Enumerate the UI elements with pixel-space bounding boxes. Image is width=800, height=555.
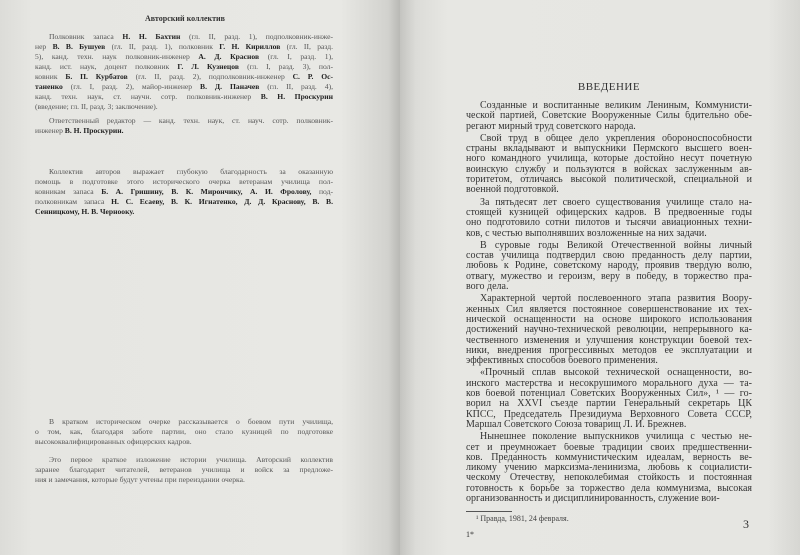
text-line [466, 229, 752, 239]
text-line [466, 208, 752, 218]
text-line [35, 32, 333, 42]
text-segment: (гл. II, разд. 1), подполковник-инже- [180, 32, 333, 41]
text-line [35, 177, 333, 187]
text-segment: Полковник запаса [49, 32, 123, 41]
name-bold: В. Н. Проскурин [260, 92, 333, 101]
text-segment: воинскую службу и пользуются в войсках заслуженным ав- [466, 164, 752, 175]
name-bold: таненко [35, 82, 63, 91]
text-line [466, 463, 752, 473]
text-segment: нической оснащенности на основе широкого использования [466, 314, 752, 325]
authors-heading: Авторский коллектив [145, 14, 225, 23]
text-segment: ческой партией, Советские Вооруженные Силы бдительно обе- [466, 111, 752, 122]
text-line [466, 272, 752, 282]
body-paragraph [466, 432, 752, 504]
text-segment: Свой труд в общее дело укрепления обороноспособности [480, 133, 752, 144]
editor-paragraph [35, 116, 333, 136]
text-line [35, 475, 333, 485]
text-segment: ков боевой потенциал Советских Вооруженных Сил», ¹ — го- [466, 389, 752, 400]
text-segment: (гл. II, разд. 1), полковник [105, 42, 220, 51]
text-segment: высококвалифицированных офицерских кадров. [35, 437, 192, 446]
text-segment: чественного изменения и улучшения конструкции боевой тех- [466, 335, 752, 346]
text-line [35, 427, 333, 437]
text-line [35, 42, 333, 52]
text-segment: достижений научно-технической революции, непрерывного ка- [466, 325, 752, 336]
text-segment: Маршал Советского Союза товарищ Л. И. Брежнев. [466, 419, 687, 430]
name-bold: Н. Н. Бахтин [122, 32, 181, 41]
name-bold: Н. С. Есаеву, В. К. Игнатенко, Д. Д. Краснову, В. В. [111, 197, 333, 206]
text-segment: (введение; гл. II, разд. 3; заключение). [35, 102, 158, 111]
text-segment: ковник [35, 72, 66, 81]
name-bold: А. Д. Краснов [198, 52, 260, 61]
text-segment: канд. ист. наук, доцент полковник [35, 62, 178, 71]
name-bold: В. Н. Проскурин. [64, 126, 124, 135]
text-segment: 5), канд. техн. наук полковник-инженер [35, 52, 199, 61]
text-segment: регают мирный труд советского народа. [466, 121, 636, 132]
text-segment: (гл. II, разд. 2), подполковник-инженер [127, 72, 293, 81]
text-line [466, 198, 752, 208]
text-segment: «Прочный сплав высокой технической оснащенности, во- [480, 368, 752, 379]
text-line [466, 432, 752, 442]
name-bold: С. Р. Ос- [292, 72, 333, 81]
text-line [35, 455, 333, 465]
body-paragraph [466, 101, 752, 132]
text-line [466, 241, 752, 251]
text-segment: Характерной чертой послевоенного этапа развития Воору- [480, 294, 752, 305]
text-segment: под- [311, 187, 333, 196]
name-bold: В. В. Бушуев [52, 42, 106, 51]
text-line [466, 484, 752, 494]
text-line [466, 175, 752, 185]
text-segment: отвагу, мужество и героизм, веру в победу, в торжество пра- [466, 271, 752, 282]
text-line [35, 465, 333, 475]
body-paragraph [466, 198, 752, 239]
text-line [466, 101, 752, 111]
text-segment: полковникам запаса [35, 197, 112, 206]
text-segment: вого дела. [466, 282, 509, 293]
text-segment: военной подготовкой. [466, 185, 559, 196]
text-segment: любовь к Родине, советскому народу, проявив твердую волю, [466, 261, 752, 272]
text-line [35, 82, 333, 92]
name-bold: В. Д. Паначев [200, 82, 260, 91]
text-line [466, 379, 752, 389]
text-line [35, 167, 333, 177]
introduction-body [466, 101, 752, 506]
text-line [466, 305, 752, 315]
text-segment: (гл. I, разд. 3), пол- [238, 62, 333, 71]
text-segment: сет и преумножает боевые традиции своих предшественни- [466, 442, 752, 453]
text-segment: организованность и дисциплинированность, служение вои- [466, 493, 720, 504]
text-line [35, 102, 333, 112]
text-segment: ния и замечания, которые будут учтены при переиздании очерка. [35, 475, 245, 484]
text-segment: ворил на XXVI съезде партии Генеральный секретарь ЦК [466, 399, 752, 410]
text-line [466, 122, 752, 132]
text-line [466, 144, 752, 154]
text-line [466, 420, 752, 430]
text-segment: оно подготовило сотни пилотов и тысячи авиационных техни- [466, 218, 752, 229]
text-line [466, 325, 752, 335]
introduction-heading: ВВЕДЕНИЕ [577, 81, 641, 93]
text-segment: ков. Преданность коммунистическим идеалам, верность ве- [466, 452, 752, 463]
text-segment: готовность к борьбе за торжество дела коммунизма, высокая [466, 483, 752, 494]
text-line [35, 437, 333, 447]
text-line [466, 315, 752, 325]
quote-paragraph [466, 368, 752, 430]
text-segment: ковникам запаса [35, 187, 102, 196]
text-line [466, 356, 752, 366]
text-line [466, 368, 752, 378]
signature-mark: 1* [466, 530, 474, 539]
text-segment: канд. техн. наук, ст. научн. сотр. полковник-инженер [35, 92, 261, 101]
text-line [466, 154, 752, 164]
text-line [466, 346, 752, 356]
text-segment: В суровые годы Великой Отечественной войны личный [480, 240, 752, 251]
text-line [466, 443, 752, 453]
text-segment: (гл. II, разд. 4), [259, 82, 333, 91]
text-segment: За пятьдесят лет своего существования училище стало на- [480, 197, 752, 208]
text-line [466, 134, 752, 144]
text-line [466, 389, 752, 399]
text-line [466, 251, 752, 261]
text-segment: торитетом, отличаясь высокой политической, специальной и [466, 175, 752, 186]
text-line [466, 473, 752, 483]
text-segment: нер [35, 42, 53, 51]
text-line [35, 126, 333, 136]
text-segment: Ответственный редактор — канд. техн. наук, ст. науч. сотр. полковник- [49, 116, 333, 125]
text-segment: инженер [35, 126, 65, 135]
authors-paragraph [35, 32, 333, 112]
name-bold: Б. А. Гришину, В. К. Мирончику, А. И. Фролову, [101, 187, 312, 196]
text-line [466, 494, 752, 504]
text-segment: (гл. II, разд. [280, 42, 333, 51]
text-line [35, 62, 333, 72]
text-line [466, 399, 752, 409]
text-segment: ческому Отечеству, непоколебимая стойкость и постоянная [466, 473, 752, 484]
body-paragraph [466, 241, 752, 292]
text-line [466, 165, 752, 175]
text-line [466, 410, 752, 420]
text-line [466, 185, 752, 195]
text-line [466, 453, 752, 463]
text-line [466, 336, 752, 346]
text-segment: (гл. I, разд. 2), майор-инженер [62, 82, 201, 91]
text-segment: В кратком историческом очерке рассказывается о боевом пути училища, [49, 417, 333, 426]
footnote-divider [466, 511, 512, 512]
text-segment: заранее благодарит читателей, ветеранов училища и войск за предложе- [35, 465, 333, 474]
text-line [35, 197, 333, 207]
name-bold: Сенницкому, Н. В. Чернооку. [35, 207, 135, 216]
text-segment: состав училища подтвердил свою преданность делу партии, [466, 251, 752, 262]
text-segment: Это первое краткое изложение истории училища. Авторский коллектив [49, 455, 333, 464]
text-line [35, 417, 333, 427]
text-segment: Созданные и воспитанные великим Лениным, Коммунисти- [480, 101, 752, 111]
text-segment: Коллектив авторов выражает глубокую благодарность за оказанную [49, 167, 333, 176]
text-line [35, 207, 333, 217]
footnote: ¹ Правда, 1981, 24 февраля. [476, 514, 569, 523]
text-segment: ков, с честью выполнявших возложенные на них задачи. [466, 228, 707, 239]
text-segment: страны вкладывают и выпускники Пермского высшего воен- [466, 144, 752, 155]
text-segment: помощь в подготовке этого исторического очерка ветеранам училища пол- [35, 177, 333, 186]
body-paragraph [466, 294, 752, 366]
text-line [35, 52, 333, 62]
text-segment: (гл. I, разд. 1), [259, 52, 333, 61]
note-paragraph [35, 455, 333, 485]
summary-paragraph [35, 417, 333, 447]
acknowledgements-paragraph [35, 167, 333, 217]
text-line [35, 187, 333, 197]
text-segment: Нынешнее поколение выпускников училища с честью не- [480, 432, 752, 443]
page-number: 3 [743, 517, 749, 531]
text-line [466, 111, 752, 121]
text-segment: женных Сил является постоянное совершенствование их тех- [466, 304, 752, 315]
text-segment: инского мастерства и несокрушимого морального духа — та- [466, 378, 752, 389]
text-line [35, 92, 333, 102]
body-paragraph [466, 134, 752, 196]
text-segment: ликому учению марксизма-ленинизма, любовь к социалисти- [466, 463, 752, 474]
text-line [466, 282, 752, 292]
text-segment: ники, внедрения прогрессивных методов ее эксплуатации и [466, 345, 752, 356]
text-line [466, 218, 752, 228]
text-segment: о том, как, благодаря заботе партии, оно стало кузницей по подготовке [35, 427, 333, 436]
text-segment: КПСС, Председатель Президиума Верховного Совета СССР, [466, 409, 752, 420]
text-line [466, 294, 752, 304]
text-segment: эффективных способов боевого применения. [466, 356, 658, 367]
text-segment: стоящей кузницей офицерских кадров. В предвоенные годы [466, 207, 752, 218]
text-line [35, 72, 333, 82]
text-segment: ного командного училища, которые достойно несут почетную [466, 154, 752, 165]
name-bold: Г. Л. Кузнецов [177, 62, 239, 71]
name-bold: Г. Н. Кириллов [219, 42, 281, 51]
text-line [466, 261, 752, 271]
name-bold: Б. П. Курбатов [65, 72, 128, 81]
text-line [35, 116, 333, 126]
